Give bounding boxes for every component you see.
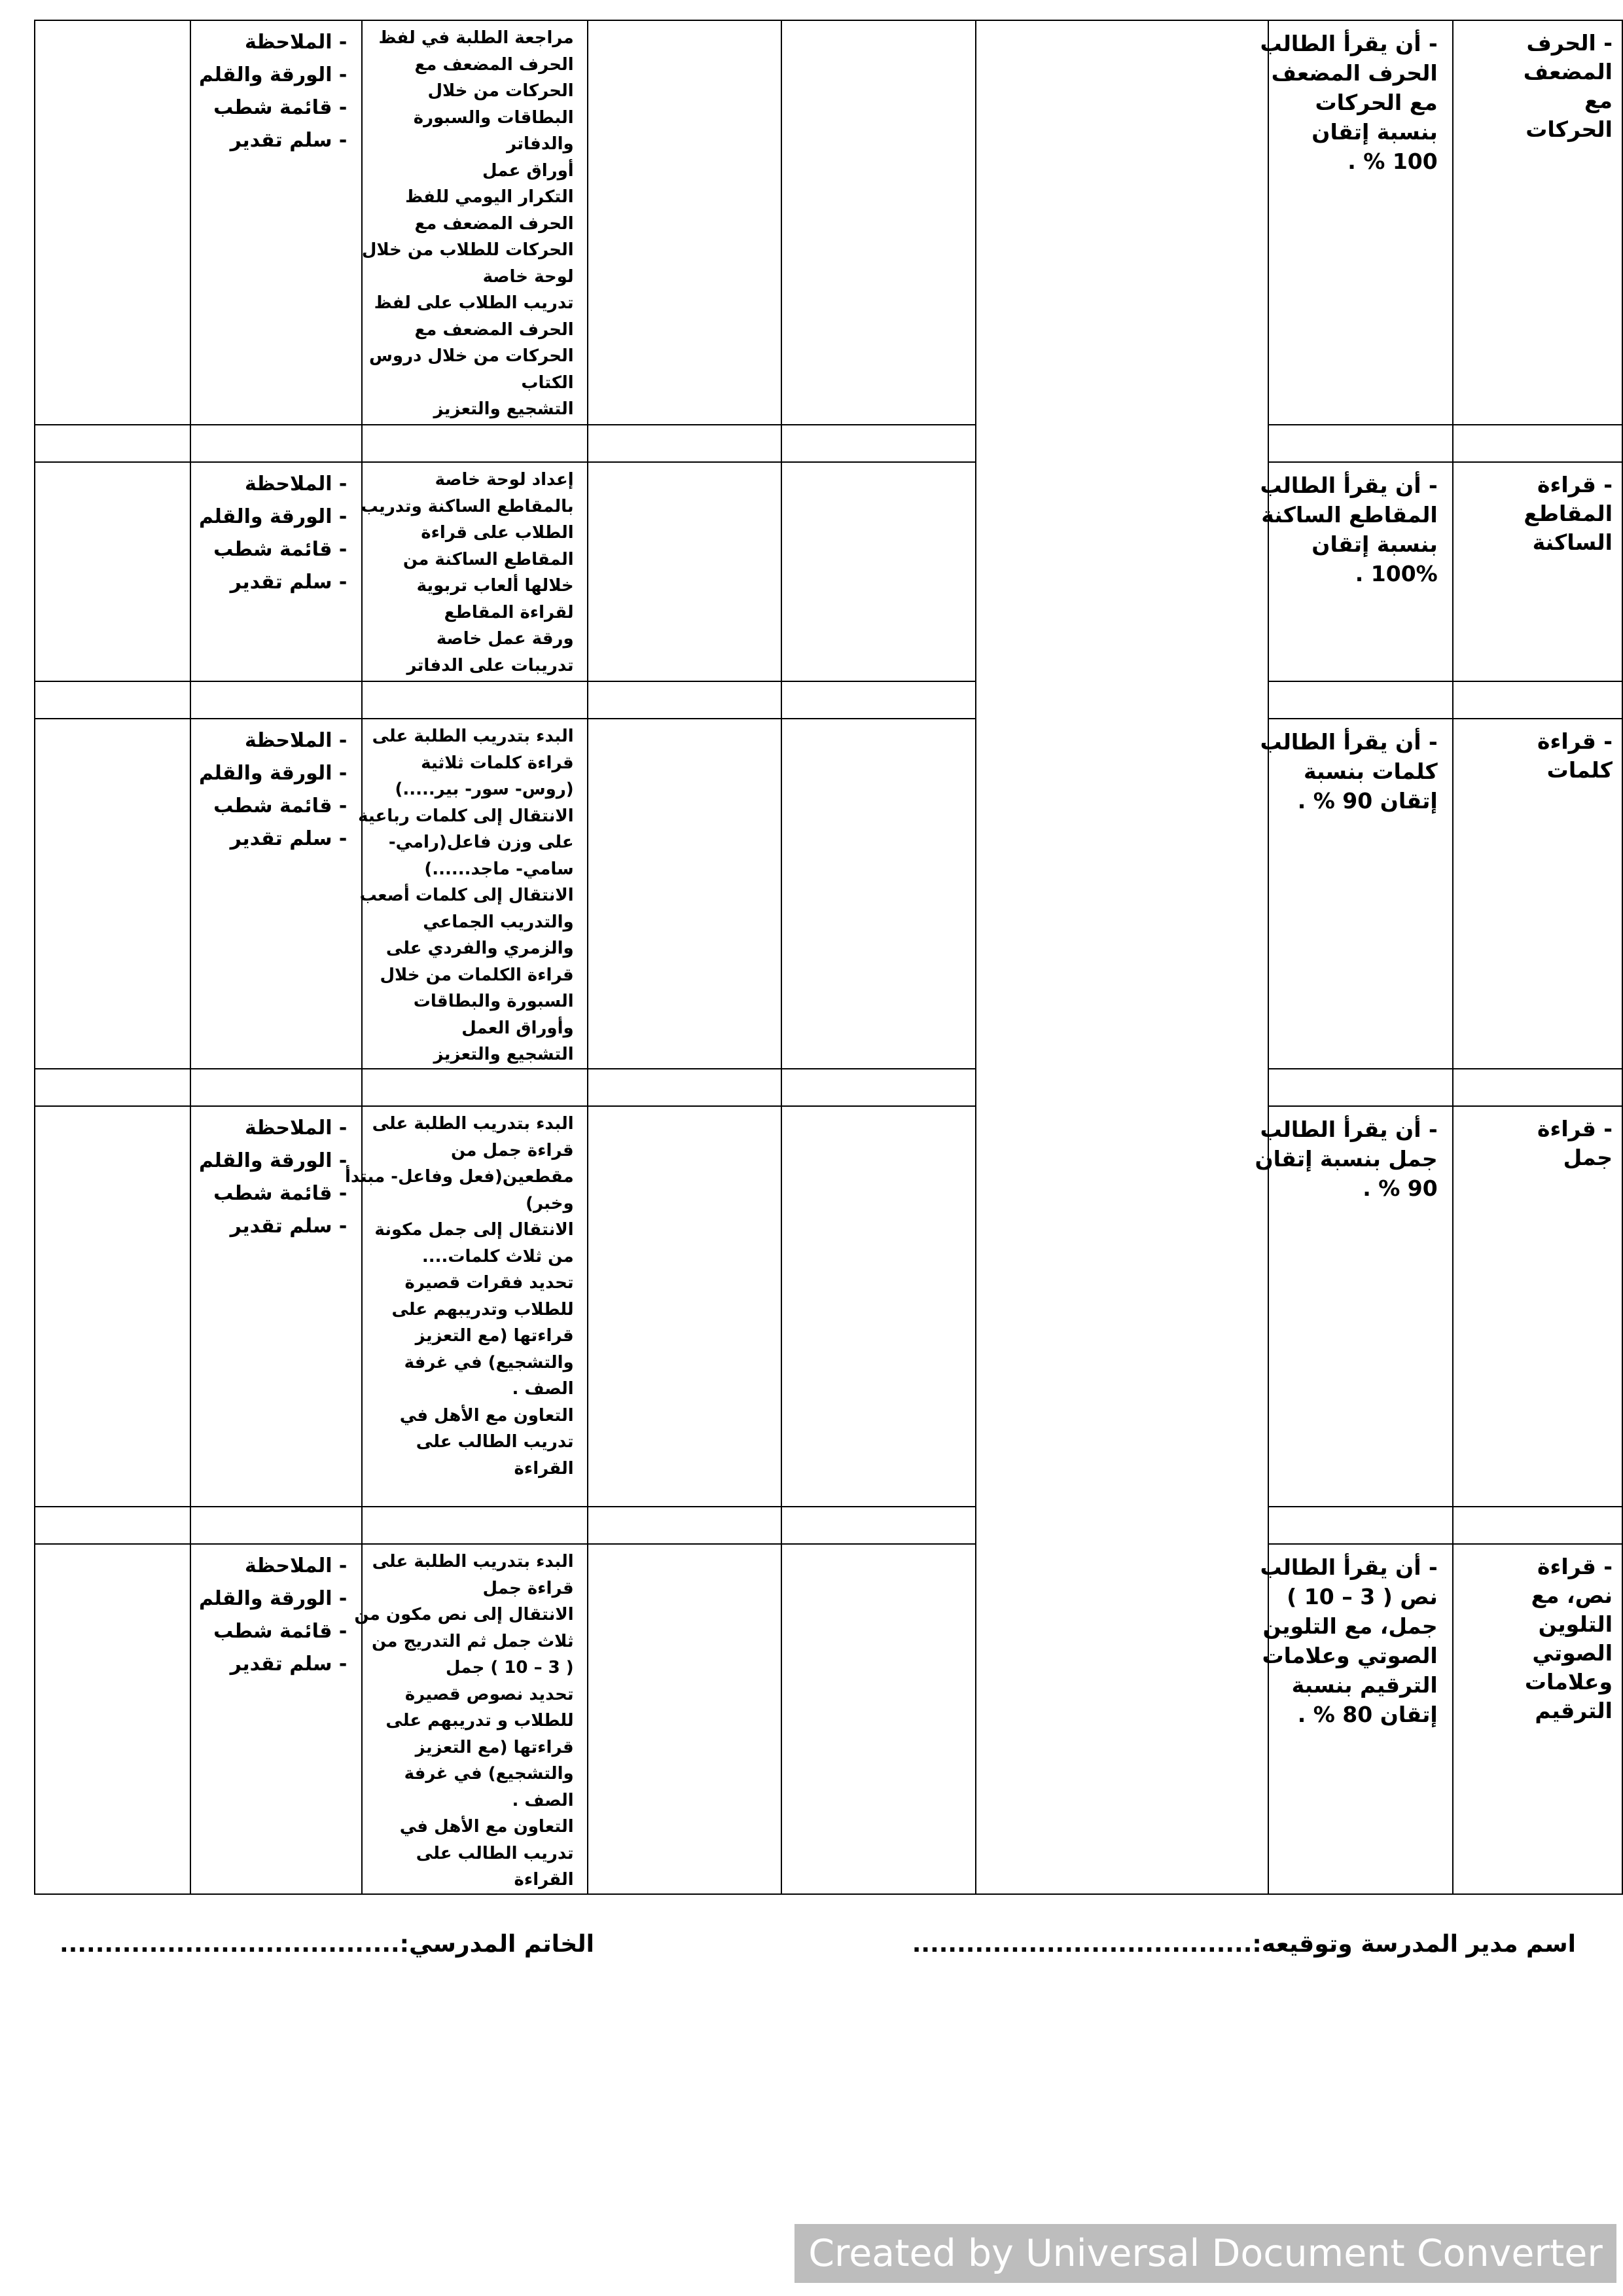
- skill-cell: [1453, 20, 1622, 425]
- tool-item: - الملاحظة: [245, 473, 348, 495]
- table-row: [35, 462, 1622, 681]
- strategy-line: البدء بتدريب الطلبة على: [372, 726, 574, 746]
- table-row: [35, 1544, 1622, 1894]
- strategy-line: الصف .: [512, 1790, 574, 1810]
- strategy-line: مقطعين(فعل وفاعل- مبتدأ: [344, 1167, 574, 1187]
- tool-item: - سلم تقدير: [230, 571, 348, 594]
- principal-signature-line: اسم مدير المدرسة وتوقيعه:......................................: [912, 1931, 1576, 1958]
- strategies-cell: [344, 1106, 587, 1507]
- strategy-line: ورقة عمل خاصة: [436, 629, 574, 649]
- skill-line: الترقيم: [1535, 1698, 1613, 1723]
- strategy-line: تدريب الطالب على: [416, 1432, 574, 1452]
- empty-cell: [588, 462, 781, 681]
- objective-cell: [1260, 719, 1453, 1069]
- objective-line: المقاطع الساكنة: [1261, 502, 1438, 528]
- strategy-line: الانتقال إلى كلمات أصعب: [359, 886, 574, 905]
- strategies-cell: [362, 20, 587, 425]
- empty-cell: [781, 1106, 976, 1507]
- skill-line: الحركات: [1525, 117, 1613, 142]
- empty-cell: [35, 20, 190, 425]
- skill-cell: [1453, 1544, 1622, 1894]
- strategy-line: الحركات للطلاب من خلال: [361, 240, 574, 260]
- strategy-line: والدفاتر: [507, 134, 574, 154]
- objective-cell: [1260, 462, 1453, 681]
- strategy-line: مراجعة الطلبة في لفظ: [378, 28, 574, 48]
- tool-item: - قائمة شطب: [213, 1620, 348, 1643]
- strategies-cell: [354, 1544, 587, 1894]
- strategy-line: قراءة جمل من: [450, 1140, 574, 1160]
- skill-line: - قراءة: [1537, 728, 1613, 754]
- strategy-line: الانتقال إلى كلمات رباعية: [358, 806, 574, 826]
- empty-cell: [781, 719, 976, 1069]
- skill-line: - الحرف: [1526, 30, 1613, 56]
- strategy-line: البدء بتدريب الطلبة على: [372, 1552, 574, 1571]
- objective-line: الصوتي وعلامات: [1262, 1643, 1438, 1668]
- plan-table: [34, 20, 1623, 1895]
- objective-line: جمل، مع التلوين: [1262, 1613, 1438, 1639]
- strategy-line: التكرار اليومي للفظ: [405, 187, 574, 207]
- objective-line: - أن يقرأ الطالب: [1260, 31, 1438, 56]
- strategy-line: والزمري والفردي على: [385, 939, 574, 958]
- strategy-line: لوحة خاصة: [482, 266, 574, 287]
- strategy-line: الحركات من خلال: [427, 81, 574, 101]
- strategy-line: والتدريب الجماعي: [423, 912, 574, 932]
- objective-line: الترقيم بنسبة: [1291, 1672, 1438, 1698]
- strategy-line: الحرف المضعف مع: [414, 54, 574, 75]
- strategy-line: البطاقات والسبورة: [413, 107, 574, 128]
- school-stamp-line: الخاتم المدرسي:......................................: [59, 1931, 594, 1958]
- strategy-line: بالمقاطع الساكنة وتدريب: [361, 496, 574, 516]
- tool-item: - الورقة والقلم: [199, 762, 348, 785]
- tool-item: - الورقة والقلم: [199, 505, 348, 528]
- strategy-line: السبورة والبطاقات: [413, 992, 574, 1011]
- strategy-line: لقراءة المقاطع: [444, 602, 574, 622]
- strategy-line: سامي- ماجد......): [424, 859, 574, 879]
- empty-cell: [781, 1544, 976, 1894]
- empty-cell: [588, 719, 781, 1069]
- strategy-line: وخبر): [526, 1193, 574, 1213]
- skill-line: نص، مع: [1531, 1583, 1613, 1608]
- strategy-line: للطلاب وتدريبهم على: [391, 1299, 574, 1319]
- strategy-line: وأوراق العمل: [461, 1018, 574, 1038]
- tool-item: - سلم تقدير: [230, 129, 348, 152]
- strategy-line: تحديد فقرات قصيرة: [404, 1273, 574, 1293]
- strategy-line: القراءة: [514, 1458, 574, 1479]
- strategy-line: تدريبات على الدفاتر: [406, 655, 574, 675]
- tool-item: - سلم تقدير: [230, 1653, 348, 1676]
- tool-item: - قائمة شطب: [213, 1182, 348, 1205]
- empty-cell: [588, 1544, 781, 1894]
- tool-item: - الورقة والقلم: [199, 63, 348, 86]
- tool-item: - قائمة شطب: [213, 795, 348, 817]
- skill-cell: [1453, 1106, 1622, 1507]
- tool-item: - قائمة شطب: [213, 538, 348, 561]
- objective-cell: [1260, 20, 1453, 425]
- table-row: [35, 1106, 1622, 1507]
- strategy-line: إعداد لوحة خاصة: [435, 470, 574, 490]
- skill-line: المقاطع: [1524, 501, 1613, 526]
- empty-cell: [35, 1544, 190, 1894]
- objective-line: - أن يقرأ الطالب: [1260, 729, 1438, 755]
- strategy-line: القراءة: [514, 1870, 574, 1890]
- assessment-tools-cell: [190, 1544, 362, 1894]
- empty-cell: [35, 719, 190, 1069]
- objective-line: 100% .: [1355, 561, 1438, 586]
- skill-line: التلوين: [1538, 1611, 1613, 1637]
- strategy-line: قراءتها (مع التعزيز: [415, 1737, 574, 1757]
- strategy-line: والتشجيع) في غرفة: [404, 1764, 574, 1784]
- tool-item: - سلم تقدير: [230, 1215, 348, 1238]
- strategy-line: من ثلاث كلمات....: [421, 1246, 574, 1266]
- skill-cell: [1453, 719, 1622, 1069]
- table-row: [35, 719, 1622, 1069]
- skill-line: - قراءة: [1537, 1554, 1613, 1579]
- signature-area: [0, 1931, 1623, 1983]
- tool-item: - الورقة والقلم: [199, 1587, 348, 1610]
- objective-line: إتقان 90 % .: [1297, 788, 1438, 814]
- strategy-line: (روس- سور- بير.....): [395, 780, 574, 799]
- strategies-cell: [362, 462, 587, 681]
- strategy-line: قراءة كلمات ثلاثية: [421, 753, 574, 773]
- strategy-line: ( 3 – 10 ) جمل: [445, 1658, 574, 1677]
- assessment-tools-cell: [190, 1106, 362, 1507]
- empty-cell: [35, 1106, 190, 1507]
- tool-item: - الورقة والقلم: [199, 1149, 348, 1172]
- converter-watermark: Created by Universal Document Converter: [794, 2224, 1616, 2283]
- empty-cell: [588, 1106, 781, 1507]
- objective-line: 100 % .: [1347, 149, 1438, 174]
- objective-line: مع الحركات: [1315, 90, 1438, 115]
- strategy-line: قراءة الكلمات من خلال: [380, 965, 574, 985]
- separator-row: [35, 425, 1622, 462]
- assessment-tools-cell: [190, 20, 362, 425]
- objective-line: - أن يقرأ الطالب: [1260, 1554, 1438, 1580]
- empty-cell: [781, 20, 976, 425]
- strategy-line: تحديد نصوص قصيرة: [404, 1684, 574, 1704]
- objective-line: 90 % .: [1363, 1175, 1438, 1201]
- empty-cell: [781, 462, 976, 681]
- objective-line: نص ( 3 – 10 ): [1287, 1584, 1438, 1609]
- skill-line: كلمات: [1546, 757, 1613, 783]
- objective-line: بنسبة إتقان: [1311, 119, 1438, 145]
- strategy-line: الكتاب: [521, 372, 574, 393]
- strategy-line: الانتقال إلى نص مكون من: [354, 1605, 574, 1624]
- strategy-line: للطلاب و تدريبهم على: [385, 1711, 574, 1731]
- strategy-line: الطلاب على قراءة: [421, 523, 574, 543]
- strategy-line: المقاطع الساكنة من: [402, 549, 574, 569]
- objective-line: جمل بنسبة إتقان: [1255, 1146, 1438, 1172]
- strategy-line: التشجيع والتعزيز: [433, 399, 574, 419]
- strategy-line: البدء بتدريب الطلبة على: [372, 1114, 574, 1134]
- tool-item: - الملاحظة: [245, 1117, 348, 1139]
- strategy-line: خلالها ألعاب تربوية: [416, 576, 574, 596]
- strategy-line: ثلاث جمل ثم التدريج من: [372, 1631, 574, 1651]
- strategy-line: على وزن فاعل(رامي-: [388, 833, 574, 852]
- skill-line: وعلامات: [1524, 1669, 1613, 1695]
- assessment-tools-cell: [190, 719, 362, 1069]
- tool-item: - الملاحظة: [245, 1554, 348, 1577]
- strategy-line: قراءة جمل: [482, 1578, 574, 1598]
- separator-row: [35, 681, 1622, 719]
- skill-line: مع: [1584, 88, 1613, 113]
- strategies-cell: [358, 719, 587, 1069]
- objective-line: بنسبة إتقان: [1311, 531, 1438, 557]
- tool-item: - الملاحظة: [245, 31, 348, 54]
- strategy-line: الحركات من خلال دروس: [369, 346, 574, 366]
- merged-empty-column: [976, 20, 1268, 1894]
- skill-line: الصوتي: [1532, 1640, 1613, 1666]
- tool-item: - سلم تقدير: [230, 827, 348, 850]
- skill-cell: [1453, 462, 1622, 681]
- skill-line: - قراءة: [1537, 1116, 1613, 1141]
- skill-line: جمل: [1563, 1145, 1613, 1170]
- tool-item: - قائمة شطب: [213, 96, 348, 119]
- strategy-line: التعاون مع الأهل في: [399, 1405, 574, 1426]
- objective-cell: [1260, 1544, 1453, 1894]
- separator-row: [35, 1069, 1622, 1106]
- assessment-tools-cell: [190, 462, 362, 681]
- objective-cell: [1255, 1106, 1453, 1507]
- strategy-line: الصف .: [512, 1379, 574, 1399]
- strategy-line: تدريب الطلاب على لفظ: [374, 293, 574, 313]
- strategy-line: قراءتها (مع التعزيز: [415, 1326, 574, 1346]
- separator-row: [35, 1507, 1622, 1544]
- strategy-line: الحرف المضعف مع: [414, 213, 574, 234]
- objective-line: - أن يقرأ الطالب: [1260, 1117, 1438, 1142]
- skill-line: - قراءة: [1537, 472, 1613, 497]
- skill-line: المضعف: [1523, 59, 1613, 84]
- strategy-line: والتشجيع) في غرفة: [404, 1352, 574, 1372]
- objective-line: إتقان 80 % .: [1297, 1702, 1438, 1727]
- skill-line: الساكنة: [1532, 529, 1613, 555]
- strategy-line: تدريب الطالب على: [416, 1843, 574, 1863]
- empty-cell: [35, 462, 190, 681]
- objective-line: - أن يقرأ الطالب: [1260, 473, 1438, 498]
- objective-line: الحرف المضعف: [1271, 60, 1438, 86]
- empty-cell: [588, 20, 781, 425]
- strategy-line: التعاون مع الأهل في: [399, 1817, 574, 1837]
- strategy-line: أوراق عمل: [482, 160, 574, 181]
- strategy-line: الحرف المضعف مع: [414, 319, 574, 340]
- strategy-line: التشجيع والتعزيز: [433, 1045, 574, 1064]
- objective-line: كلمات بنسبة: [1303, 759, 1438, 784]
- strategy-line: الانتقال إلى جمل مكونة: [374, 1220, 574, 1240]
- table-row: [35, 20, 1622, 425]
- tool-item: - الملاحظة: [245, 729, 348, 752]
